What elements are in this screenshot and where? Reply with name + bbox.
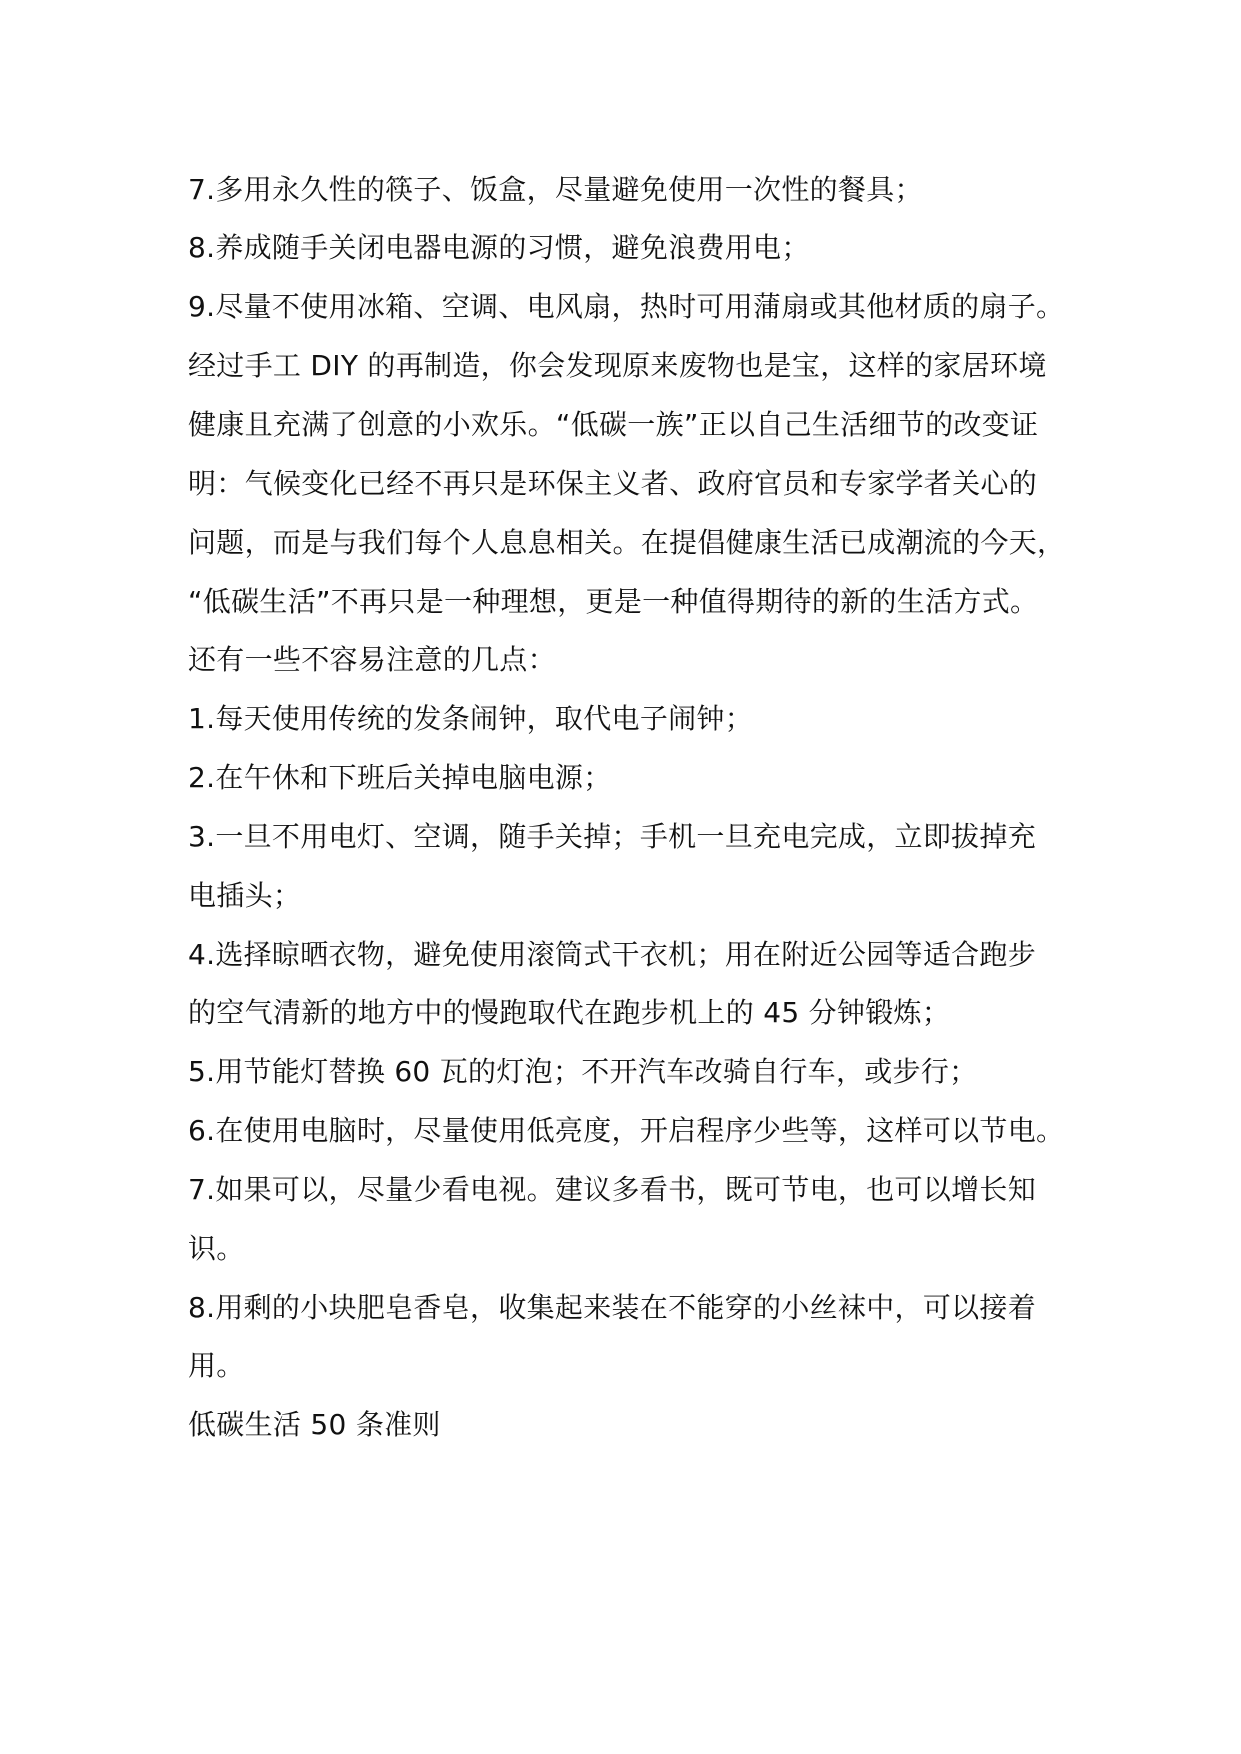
text-line: 健康且充满了创意的小欢乐。“低碳一族”正以自己生活细节的改变证 [188,408,1039,441]
list-item: 7.如果可以，尽量少看电视。建议多看书，既可节电，也可以增长知 [188,1173,1037,1206]
text-line: 明：气候变化已经不再只是环保主义者、政府官员和专家学者关心的 [188,467,1038,500]
section-heading: 低碳生活 50 条准则 [188,1408,441,1441]
text-line: 问题，而是与我们每个人息息相关。在提倡健康生活已成潮流的今天， [188,526,1066,559]
text-line: 7.多用永久性的筷子、饭盒，尽量避免使用一次性的餐具； [188,173,923,206]
list-item: 8.用剩的小块肥皂香皂，收集起来装在不能穿的小丝袜中，可以接着 [188,1291,1037,1324]
list-item-continuation: 的空气清新的地方中的慢跑取代在跑步机上的 45 分钟锻炼； [188,996,951,1029]
list-item: 4.选择晾晒衣物，避免使用滚筒式干衣机；用在附近公园等适合跑步 [188,938,1037,971]
text-line: 经过手工 DIY 的再制造，你会发现原来废物也是宝，这样的家居环境 [188,349,1047,382]
list-item: 1.每天使用传统的发条闹钟，取代电子闹钟； [188,702,754,735]
text-line: 8.养成随手关闭电器电源的习惯，避免浪费用电； [188,231,810,264]
list-item: 6.在使用电脑时，尽量使用低亮度，开启程序少些等，这样可以节电。 [188,1114,1065,1147]
list-item: 3.一旦不用电灯、空调，随手关掉；手机一旦充电完成，立即拔掉充 [188,820,1037,853]
text-line: “低碳生活”不再只是一种理想，更是一种值得期待的新的生活方式。 [188,585,1039,618]
list-item: 2.在午休和下班后关掉电脑电源； [188,761,612,794]
list-item-continuation: 电插头； [188,879,302,912]
list-item-continuation: 识。 [188,1232,245,1265]
text-line: 9.尽量不使用冰箱、空调、电风扇，热时可用蒲扇或其他材质的扇子。 [188,290,1065,323]
list-item-continuation: 用。 [188,1349,245,1382]
list-item: 5.用节能灯替换 60 瓦的灯泡；不开汽车改骑自行车，或步行； [188,1055,978,1088]
text-line: 还有一些不容易注意的几点： [188,643,556,676]
